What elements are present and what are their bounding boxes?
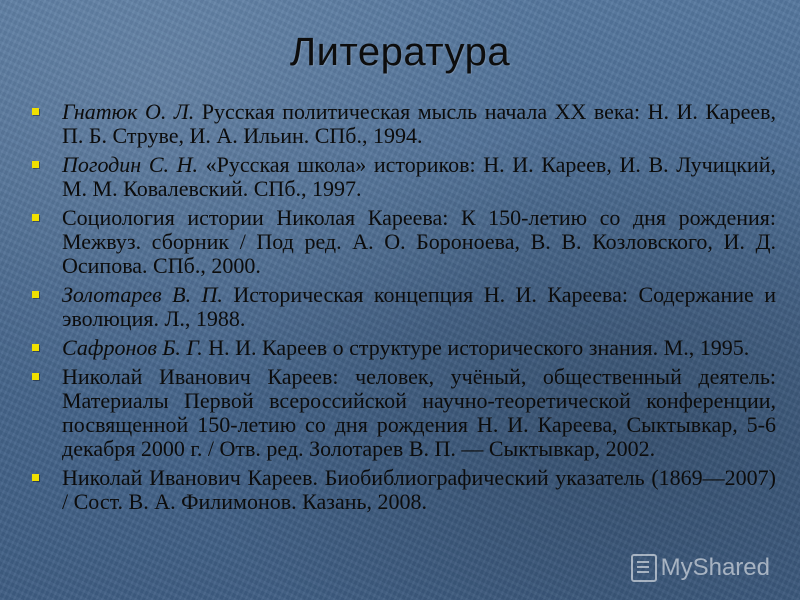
bullet-icon xyxy=(32,474,39,481)
reference-item xyxy=(32,206,776,278)
reference-item xyxy=(32,100,776,148)
bullet-icon xyxy=(32,344,39,351)
bullet-icon xyxy=(32,161,39,168)
reference-text: Николай Иванович Кареев. Биобиблиографический указатель (1869—2007) / Сост. В. А. Филимонов. Казань, 2008. xyxy=(62,465,776,514)
watermark xyxy=(631,554,770,582)
reference-text: Историческая концепция Н. И. Кареева: Содержание и эволюция. Л., 1988. xyxy=(62,282,776,331)
bullet-icon xyxy=(32,373,39,380)
reference-author: Сафронов Б. Г. xyxy=(62,335,203,360)
watermark-text: MyShared xyxy=(660,554,770,581)
reference-item xyxy=(32,153,776,201)
reference-author: Золотарев В. П. xyxy=(62,282,223,307)
reference-author: Погодин С. Н. xyxy=(62,152,199,177)
reference-text: Русская политическая мысль начала XX века: Н. И. Кареев, П. Б. Струве, И. А. Ильин. СПб., 1994. xyxy=(62,99,776,148)
bullet-icon xyxy=(32,214,39,221)
reference-item xyxy=(32,466,776,514)
reference-text: Николай Иванович Кареев: человек, учёный, общественный деятель: Материалы Первой всероссийской научно-теоретической конференции, посвященной 150-летию со дня рождения Н. И. Кареева, Сыктывкар, 5-6 декабря 2000 г. / Отв. ред. Золотарев В. П. — Сыктывкар, 2002. xyxy=(62,364,776,461)
reference-item xyxy=(32,365,776,461)
reference-item xyxy=(32,283,776,331)
reference-list xyxy=(32,100,776,519)
reference-text: Н. И. Кареев о структуре исторического знания. М., 1995. xyxy=(202,335,750,360)
reference-text: Социология истории Николая Кареева: К 150-летию со дня рождения: Межвуз. сборник / Под ред. А. О. Бороноева, В. В. Козловского, И. Д. Осипова. СПб., 2000. xyxy=(62,205,776,278)
reference-item xyxy=(32,336,776,360)
reference-text: «Русская школа» историков: Н. И. Кареев, И. В. Лучицкий, М. М. Ковалевский. СПб., 1997. xyxy=(62,152,776,201)
slide-title: Литература xyxy=(289,30,511,74)
bullet-icon xyxy=(32,108,39,115)
reference-author: Гнатюк О. Л. xyxy=(62,99,195,124)
bullet-icon xyxy=(32,291,39,298)
document-icon xyxy=(631,554,657,582)
